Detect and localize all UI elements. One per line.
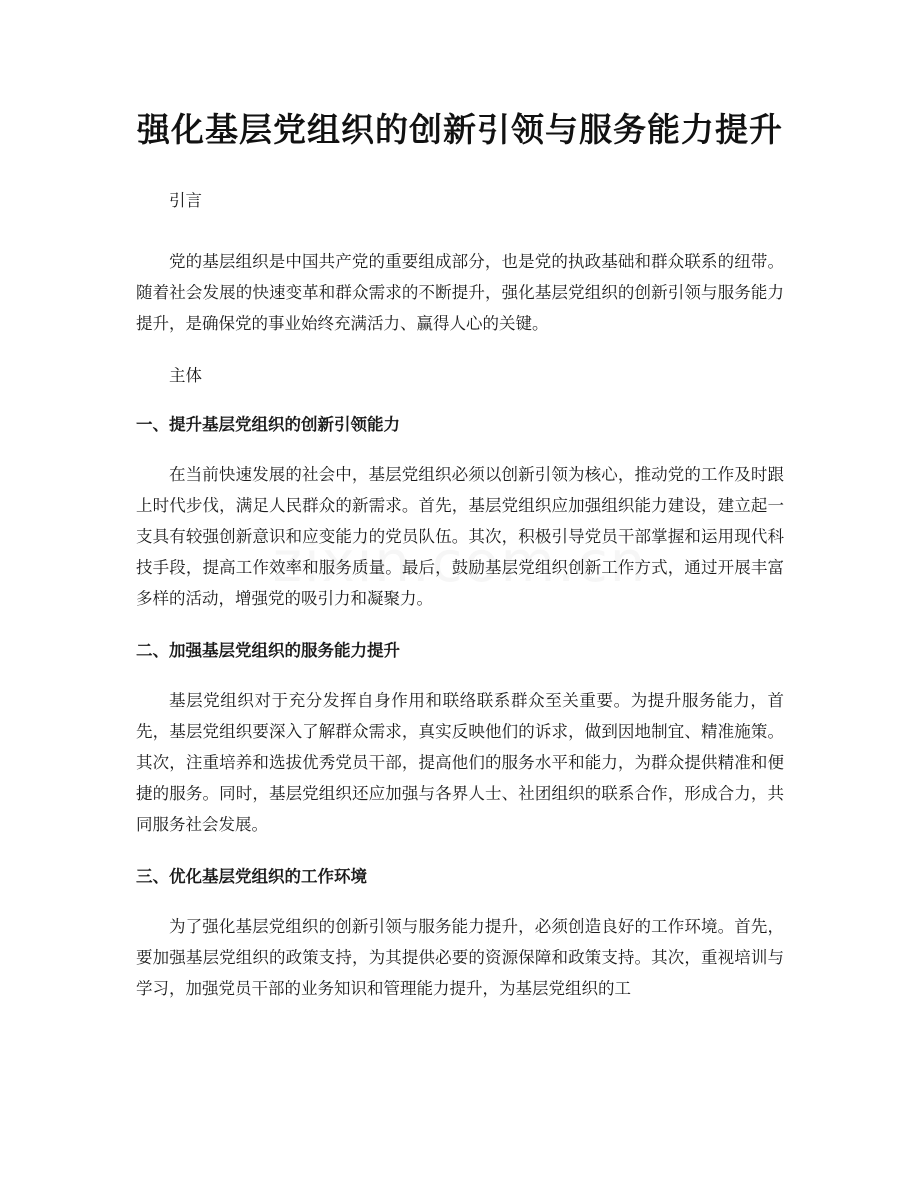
intro-label: 引言 bbox=[169, 191, 202, 210]
section-paragraph-1: 在当前快速发展的社会中，基层党组织必须以创新引领为核心，推动党的工作及时跟上时代步伐，满足人民群众的新需求。首先，基层党组织应加强组织能力建设，建立起一支具有较强创新意识和应变能力的党员队伍。其次，积极引导党员干部掌握和运用现代科技手段，提高工作效率和服务质量。最后，鼓励基层党组织创新工作方式，通过开展丰富多样的活动，增强党的吸引力和凝聚力。 bbox=[136, 465, 784, 608]
document-title: 强化基层党组织的创新引领与服务能力提升 bbox=[137, 110, 783, 149]
section-heading-2: 二、加强基层党组织的服务能力提升 bbox=[136, 641, 400, 660]
section-paragraph-2: 基层党组织对于充分发挥自身作用和联络联系群众至关重要。为提升服务能力，首先，基层党组织要深入了解群众需求，真实反映他们的诉求，做到因地制宜、精准施策。其次，注重培养和选拔优秀党员干部，提高他们的服务水平和能力，为群众提供精准和便捷的服务。同时，基层党组织还应加强与各界人士、社团组织的联系合作，形成合力，共同服务社会发展。 bbox=[136, 691, 784, 834]
body-label: 主体 bbox=[169, 366, 202, 385]
document-body bbox=[136, 186, 784, 1026]
section-paragraph-3: 为了强化基层党组织的创新引领与服务能力提升，必须创造良好的工作环境。首先，要加强基层党组织的政策支持，为其提供必要的资源保障和政策支持。其次，重视培训与学习，加强党员干部的业务知识和管理能力提升，为基层党组织的工 bbox=[136, 917, 784, 998]
section-heading-1: 一、提升基层党组织的创新引领能力 bbox=[136, 415, 400, 434]
section-heading-3: 三、优化基层党组织的工作环境 bbox=[136, 867, 367, 886]
intro-paragraph: 党的基层组织是中国共产党的重要组成部分，也是党的执政基础和群众联系的纽带。随着社会发展的快速变革和群众需求的不断提升，强化基层党组织的创新引领与服务能力提升，是确保党的事业始终充满活力、赢得人心的关键。 bbox=[136, 252, 784, 333]
